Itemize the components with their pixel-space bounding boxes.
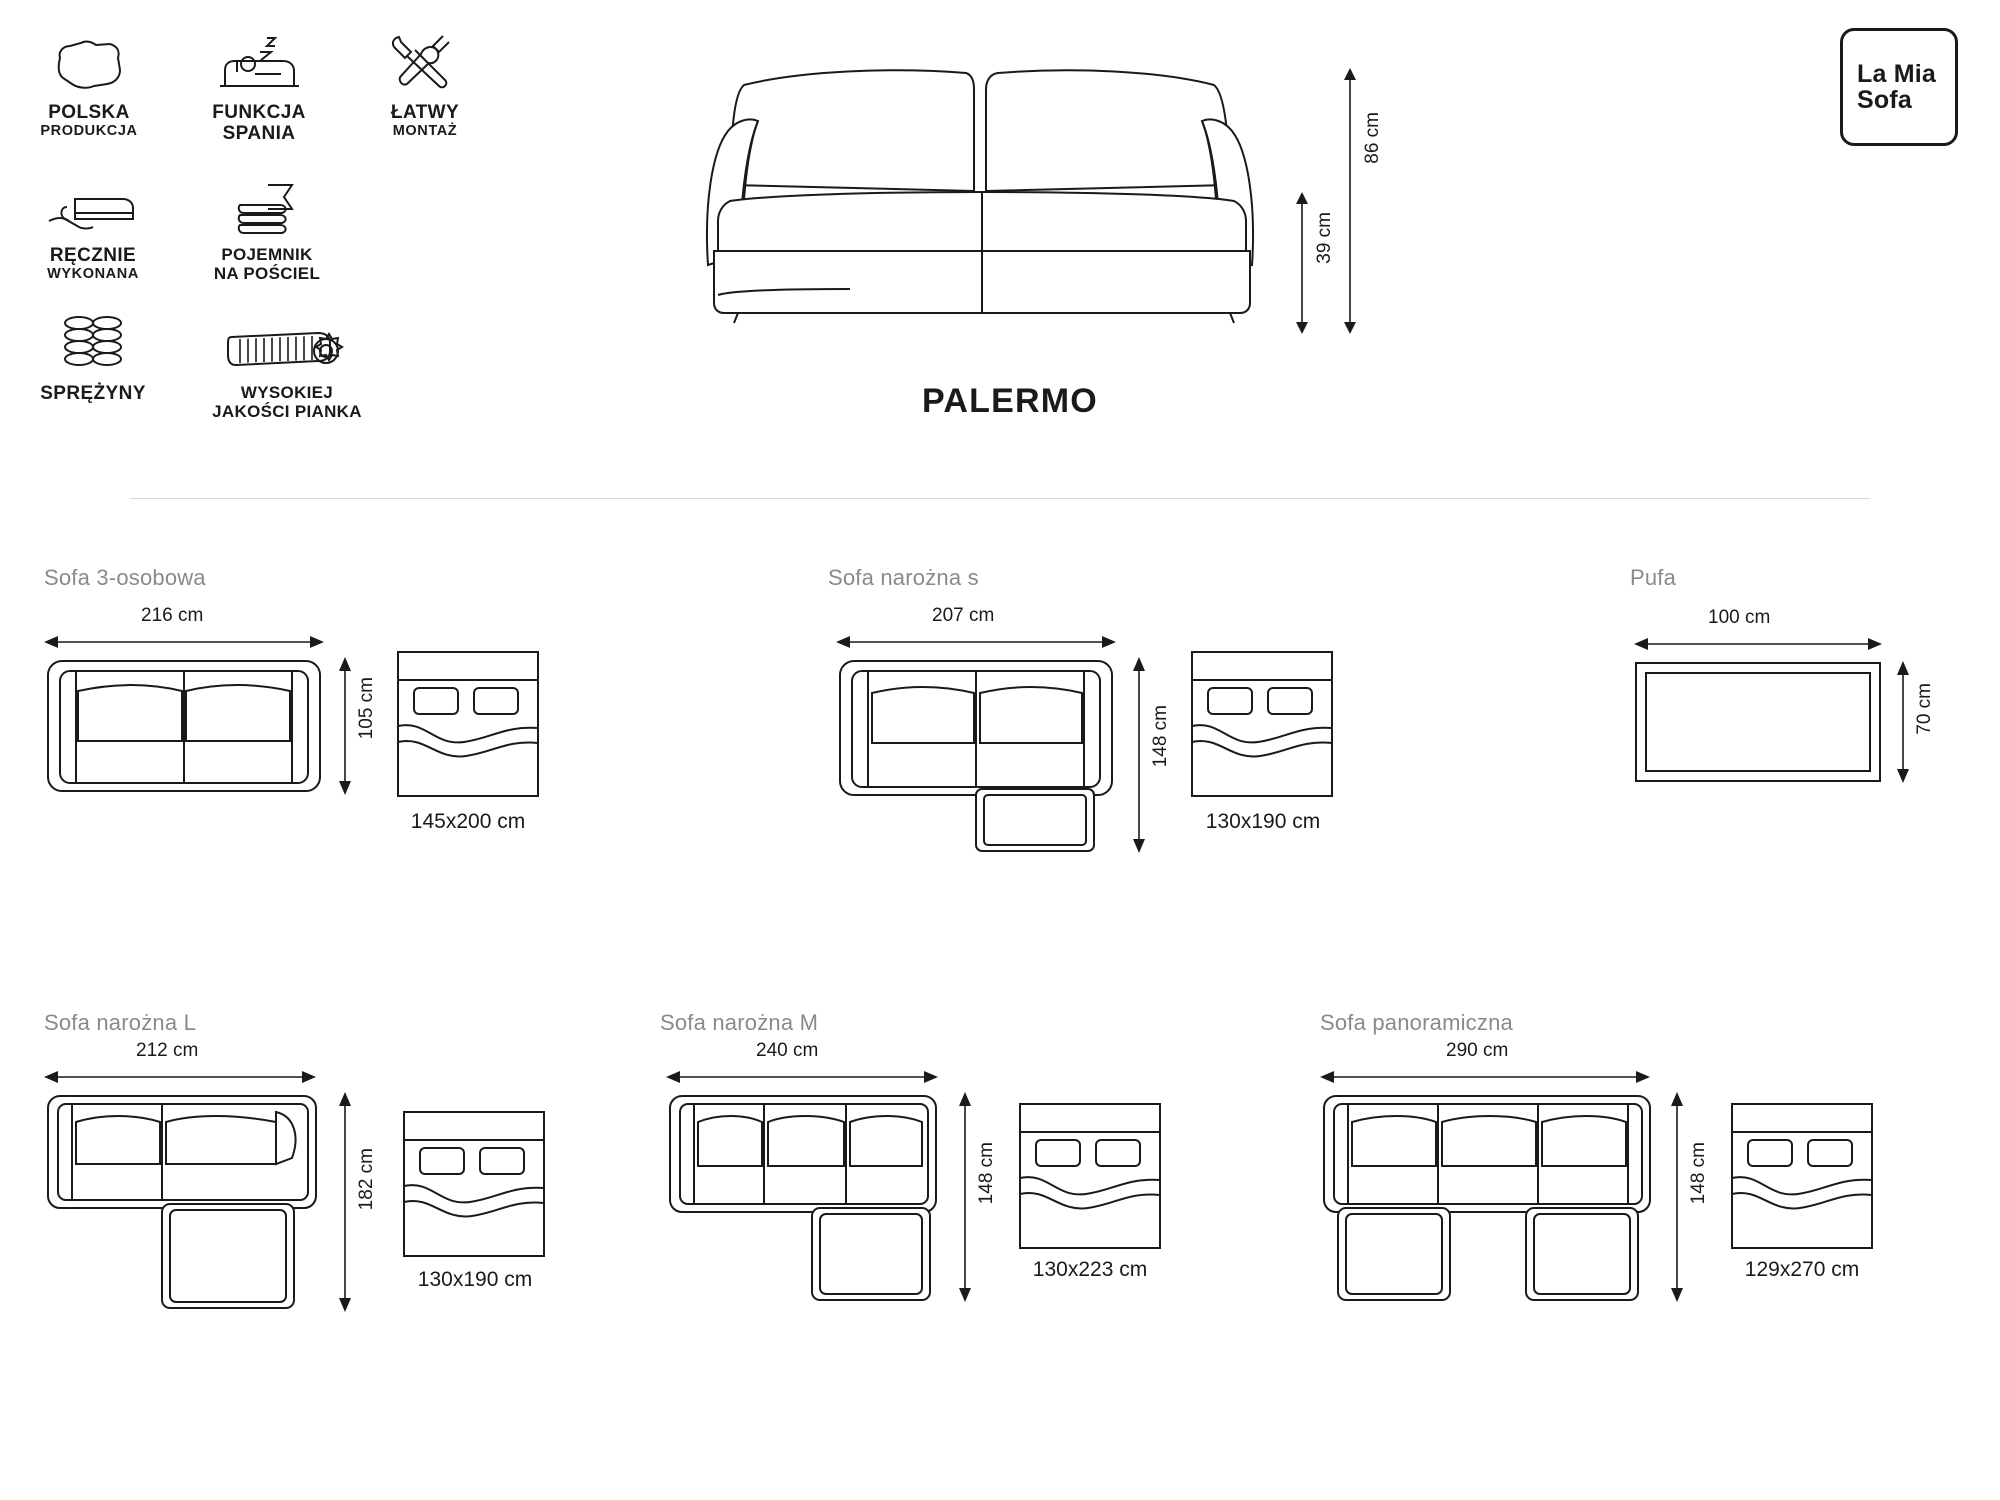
variant-topview-drawing — [1634, 661, 1882, 783]
brand-logo — [1840, 28, 1958, 146]
variant-bed-label: 129x270 cm — [1744, 1258, 1860, 1281]
feature-label-line2: NA POŚCIEL — [213, 263, 321, 283]
variant-topview-drawing — [44, 1092, 334, 1314]
hero-seat-height-label: 39 cm — [1314, 212, 1335, 264]
feature-pojemnik-na-posciel — [194, 163, 340, 283]
variant-topview-drawing — [1320, 1092, 1660, 1308]
variant-title: Sofa 3-osobowa — [44, 565, 206, 590]
feature-label-line1: FUNKCJA — [212, 102, 306, 123]
feature-recznie-wykonana — [30, 163, 156, 283]
section-divider — [130, 498, 1870, 499]
variant-title: Sofa narożna M — [660, 1010, 819, 1035]
feature-label-line2: MONTAŻ — [392, 123, 458, 140]
variant-title: Pufa — [1630, 565, 1677, 590]
feature-label-line1: ŁATWY — [390, 102, 460, 123]
feature-badges — [30, 20, 490, 421]
hero-seat-height-dimension — [1290, 192, 1314, 334]
variant-width-label: 240 cm — [756, 1040, 819, 1061]
variant-depth-dimension — [1894, 661, 1912, 783]
variant-width-label: 216 cm — [141, 605, 204, 626]
variant-bed-drawing — [1018, 1102, 1162, 1250]
feature-latwy-montaz — [370, 20, 480, 140]
hero-sofa-drawing — [690, 55, 1330, 355]
variant-depth-label: 148 cm — [1150, 705, 1171, 768]
variant-depth-label: 70 cm — [1914, 683, 1935, 735]
variant-depth-dimension — [1130, 657, 1148, 853]
hero-total-height-label: 86 cm — [1362, 112, 1383, 164]
variant-sofa-panoramiczna — [1320, 1010, 1960, 1340]
feature-label-line2: SPANIA — [222, 123, 296, 145]
variant-bed-drawing — [396, 650, 540, 798]
variant-bed-label: 145x200 cm — [410, 810, 526, 833]
feature-polska-produkcja — [30, 20, 148, 140]
variant-topview-drawing — [666, 1092, 952, 1308]
feature-wysokiej-jakosci-pianka — [192, 301, 382, 421]
sleeping-person-icon — [215, 20, 303, 96]
feature-funkcja-spania — [194, 20, 324, 145]
variant-depth-dimension — [1668, 1092, 1686, 1302]
variant-title: Sofa narożna s — [828, 565, 979, 590]
variant-bed-drawing — [402, 1110, 546, 1258]
variant-depth-label: 105 cm — [356, 677, 377, 740]
variant-depth-dimension — [956, 1092, 974, 1302]
brand-line2: Sofa — [1857, 86, 1912, 114]
variant-bed-label: 130x190 cm — [417, 1268, 533, 1291]
variant-sofa-narozna-l — [44, 1010, 604, 1340]
variant-bed-drawing — [1730, 1102, 1874, 1250]
variant-bed-label: 130x190 cm — [1205, 810, 1321, 833]
variant-width-dimension — [836, 633, 1116, 651]
foam-quality-icon — [222, 301, 352, 377]
variant-depth-label: 148 cm — [1688, 1142, 1709, 1205]
variant-width-dimension — [44, 1068, 316, 1086]
variant-width-label: 290 cm — [1446, 1040, 1509, 1061]
variant-sofa-narozna-m — [660, 1010, 1240, 1340]
variant-sofa-narozna-s — [828, 565, 1408, 885]
feature-label-line1: POLSKA — [48, 102, 130, 123]
variant-title: Sofa panoramiczna — [1320, 1010, 1513, 1035]
variant-pufa — [1630, 565, 1960, 865]
feature-label-line2: JAKOŚCI PIANKA — [212, 401, 362, 421]
variant-width-dimension — [44, 633, 324, 651]
variant-bed-drawing — [1190, 650, 1334, 798]
variant-depth-dimension — [336, 657, 354, 795]
variant-topview-drawing — [44, 657, 324, 795]
feature-label-line2: WYKONANA — [47, 265, 139, 282]
springs-icon — [55, 301, 131, 377]
bedding-container-icon — [228, 163, 306, 239]
variant-depth-label: 182 cm — [356, 1148, 377, 1211]
feature-label-line1: RĘCZNIE — [49, 244, 137, 266]
tools-icon — [387, 20, 463, 96]
poland-map-icon — [54, 20, 124, 96]
variant-title: Sofa narożna L — [44, 1010, 197, 1035]
variant-width-dimension — [666, 1068, 938, 1086]
feature-label-line2: PRODUKCJA — [40, 123, 138, 140]
page-title: PALERMO — [922, 382, 1098, 420]
brand-line1: La Mia — [1857, 60, 1936, 88]
variant-depth-label: 148 cm — [976, 1142, 997, 1205]
variant-sofa-3-osobowa — [44, 565, 604, 865]
variant-depth-dimension — [336, 1092, 354, 1312]
variant-width-dimension — [1320, 1068, 1650, 1086]
feature-label-line1: POJEMNIK — [221, 244, 313, 264]
variant-width-label: 207 cm — [932, 605, 995, 626]
feature-label-line1: SPRĘŻYNY — [40, 382, 146, 404]
hand-sofa-icon — [45, 163, 141, 239]
variant-width-label: 100 cm — [1708, 607, 1771, 628]
hero-total-height-dimension — [1338, 68, 1362, 334]
feature-label-line1: WYSOKIEJ — [240, 382, 334, 402]
feature-sprezyny — [30, 301, 156, 404]
variant-topview-drawing — [836, 657, 1116, 857]
variant-width-label: 212 cm — [136, 1040, 199, 1061]
variant-width-dimension — [1634, 635, 1882, 653]
variant-bed-label: 130x223 cm — [1032, 1258, 1148, 1281]
